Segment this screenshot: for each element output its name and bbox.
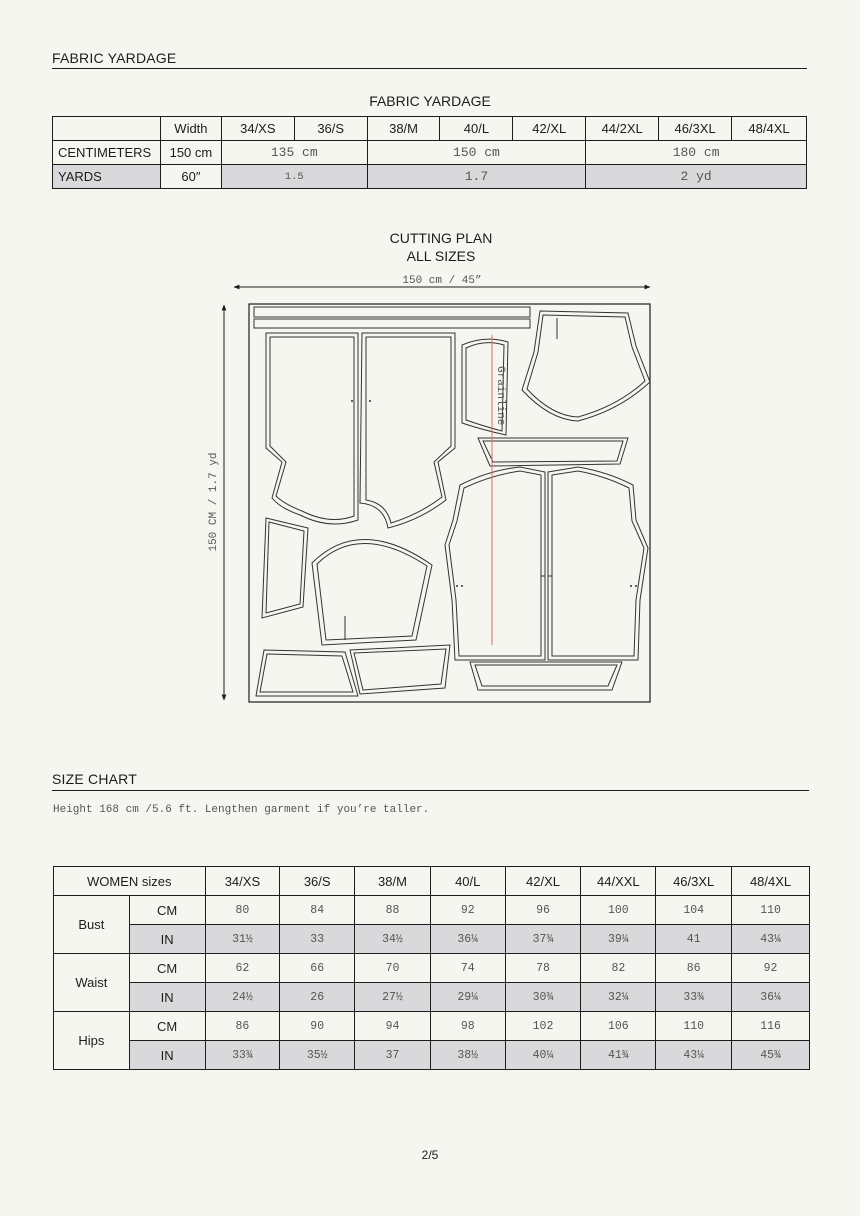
size-header: 42/XL (505, 867, 581, 896)
value-cell: 30¾ (505, 983, 581, 1012)
value-cell: 31½ (205, 925, 280, 954)
value-cell: 37¾ (505, 925, 581, 954)
pattern-piece-front-right (548, 467, 648, 660)
width-cell: 150 cm (160, 141, 221, 165)
value-cell: 36¼ (430, 925, 505, 954)
value-cell: 32¼ (581, 983, 656, 1012)
pattern-piece-back-right (360, 333, 455, 528)
yardage-value: 135 cm (221, 141, 367, 165)
size-header: 40/L (430, 867, 505, 896)
unit-label: IN (129, 925, 205, 954)
height-label: 150 CM / 1.7 yd (208, 452, 220, 552)
pattern-piece-collar (478, 438, 628, 466)
header-cell: 46/3XL (659, 117, 732, 141)
unit-label: IN (129, 1041, 205, 1070)
value-cell: 92 (732, 954, 810, 983)
value-cell: 26 (280, 983, 355, 1012)
width-cell: 60″ (160, 165, 221, 189)
value-cell: 94 (355, 1012, 431, 1041)
value-cell: 36¼ (732, 983, 810, 1012)
value-cell: 98 (430, 1012, 505, 1041)
unit-label: CM (129, 954, 205, 983)
value-cell: 41¾ (581, 1041, 656, 1070)
pattern-piece-pocket (350, 645, 450, 694)
size-header: 34/XS (205, 867, 280, 896)
size-header: 44/XXL (581, 867, 656, 896)
value-cell: 110 (732, 896, 810, 925)
grainline-label: Grainline (494, 366, 506, 426)
size-chart-table (53, 866, 810, 1070)
value-cell: 88 (355, 896, 431, 925)
header-cell: 48/4XL (732, 117, 807, 141)
value-cell: 78 (505, 954, 581, 983)
value-cell: 86 (205, 1012, 280, 1041)
header-cell: Width (160, 117, 221, 141)
size-header: 36/S (280, 867, 355, 896)
measure-label: Waist (54, 954, 130, 1012)
header-cell: 38/M (367, 117, 440, 141)
pattern-piece-yoke (522, 311, 650, 421)
size-header: 46/3XL (656, 867, 732, 896)
value-cell: 62 (205, 954, 280, 983)
value-cell: 27½ (355, 983, 431, 1012)
pattern-piece-front-left (445, 467, 545, 660)
value-cell: 106 (581, 1012, 656, 1041)
value-cell: 40¼ (505, 1041, 581, 1070)
value-cell: 35½ (280, 1041, 355, 1070)
pattern-piece-strip (254, 319, 530, 328)
unit-label: CM (129, 896, 205, 925)
value-cell: 33¾ (205, 1041, 280, 1070)
cutting-plan-title-line2: ALL SIZES (406, 248, 476, 264)
value-cell: 37 (355, 1041, 431, 1070)
size-header-row (54, 867, 810, 896)
value-cell: 24½ (205, 983, 280, 1012)
unit-label: IN (129, 983, 205, 1012)
pattern-piece-back-left (266, 333, 358, 524)
header-cell: 34/XS (221, 117, 294, 141)
value-cell: 38½ (430, 1041, 505, 1070)
cutting-plan-title-line1: CUTTING PLAN (389, 230, 493, 246)
pattern-piece-strip (254, 307, 530, 317)
size-header: 38/M (355, 867, 431, 896)
value-cell: 39¼ (581, 925, 656, 954)
table-row (54, 954, 810, 983)
pattern-piece-pocket (256, 650, 358, 696)
size-chart-note: Height 168 cm /5.6 ft. Lengthen garment if you’re taller. (53, 804, 430, 816)
value-cell: 66 (280, 954, 355, 983)
value-cell: 104 (656, 896, 732, 925)
value-cell: 92 (430, 896, 505, 925)
yardage-value: 2 yd (586, 165, 807, 189)
section-rule-size-chart (52, 790, 809, 791)
header-cell: 36/S (294, 117, 367, 141)
value-cell: 84 (280, 896, 355, 925)
measure-label: Bust (54, 896, 130, 954)
value-cell: 110 (656, 1012, 732, 1041)
yardage-table-title: FABRIC YARDAGE (369, 93, 491, 109)
value-cell: 45¾ (732, 1041, 810, 1070)
section-title-yardage: FABRIC YARDAGE (52, 50, 177, 66)
width-label: 150 cm / 45” (402, 275, 482, 287)
yardage-value: 150 cm (367, 141, 586, 165)
header-cell: WOMEN sizes (54, 867, 206, 896)
value-cell: 34½ (355, 925, 431, 954)
table-row (54, 925, 810, 954)
section-title-size-chart: SIZE CHART (52, 771, 137, 787)
value-cell: 33 (280, 925, 355, 954)
value-cell: 80 (205, 896, 280, 925)
value-cell: 43¼ (732, 925, 810, 954)
row-label: YARDS (53, 165, 161, 189)
table-row (54, 983, 810, 1012)
value-cell: 43¼ (656, 1041, 732, 1070)
value-cell: 82 (581, 954, 656, 983)
size-header: 48/4XL (732, 867, 810, 896)
page-number: 2/5 (421, 1148, 439, 1162)
pattern-piece-hem-band (470, 662, 622, 690)
header-cell: 42/XL (513, 117, 586, 141)
value-cell: 96 (505, 896, 581, 925)
value-cell: 29¼ (430, 983, 505, 1012)
value-cell: 116 (732, 1012, 810, 1041)
table-row (54, 896, 810, 925)
table-row (54, 1041, 810, 1070)
value-cell: 70 (355, 954, 431, 983)
value-cell: 102 (505, 1012, 581, 1041)
header-cell: 44/2XL (586, 117, 659, 141)
measure-label: Hips (54, 1012, 130, 1070)
value-cell: 90 (280, 1012, 355, 1041)
value-cell: 86 (656, 954, 732, 983)
yardage-value: 180 cm (586, 141, 807, 165)
yardage-value: 1.5 (221, 165, 367, 189)
yardage-value: 1.7 (367, 165, 586, 189)
pattern-piece-cuff (262, 518, 308, 618)
table-row (54, 1012, 810, 1041)
unit-label: CM (129, 1012, 205, 1041)
value-cell: 41 (656, 925, 732, 954)
value-cell: 74 (430, 954, 505, 983)
fabric-boundary (249, 304, 650, 702)
value-cell: 100 (581, 896, 656, 925)
row-label: CENTIMETERS (53, 141, 161, 165)
header-cell: 40/L (440, 117, 513, 141)
value-cell: 33¾ (656, 983, 732, 1012)
pattern-piece-sleeve (312, 539, 432, 645)
